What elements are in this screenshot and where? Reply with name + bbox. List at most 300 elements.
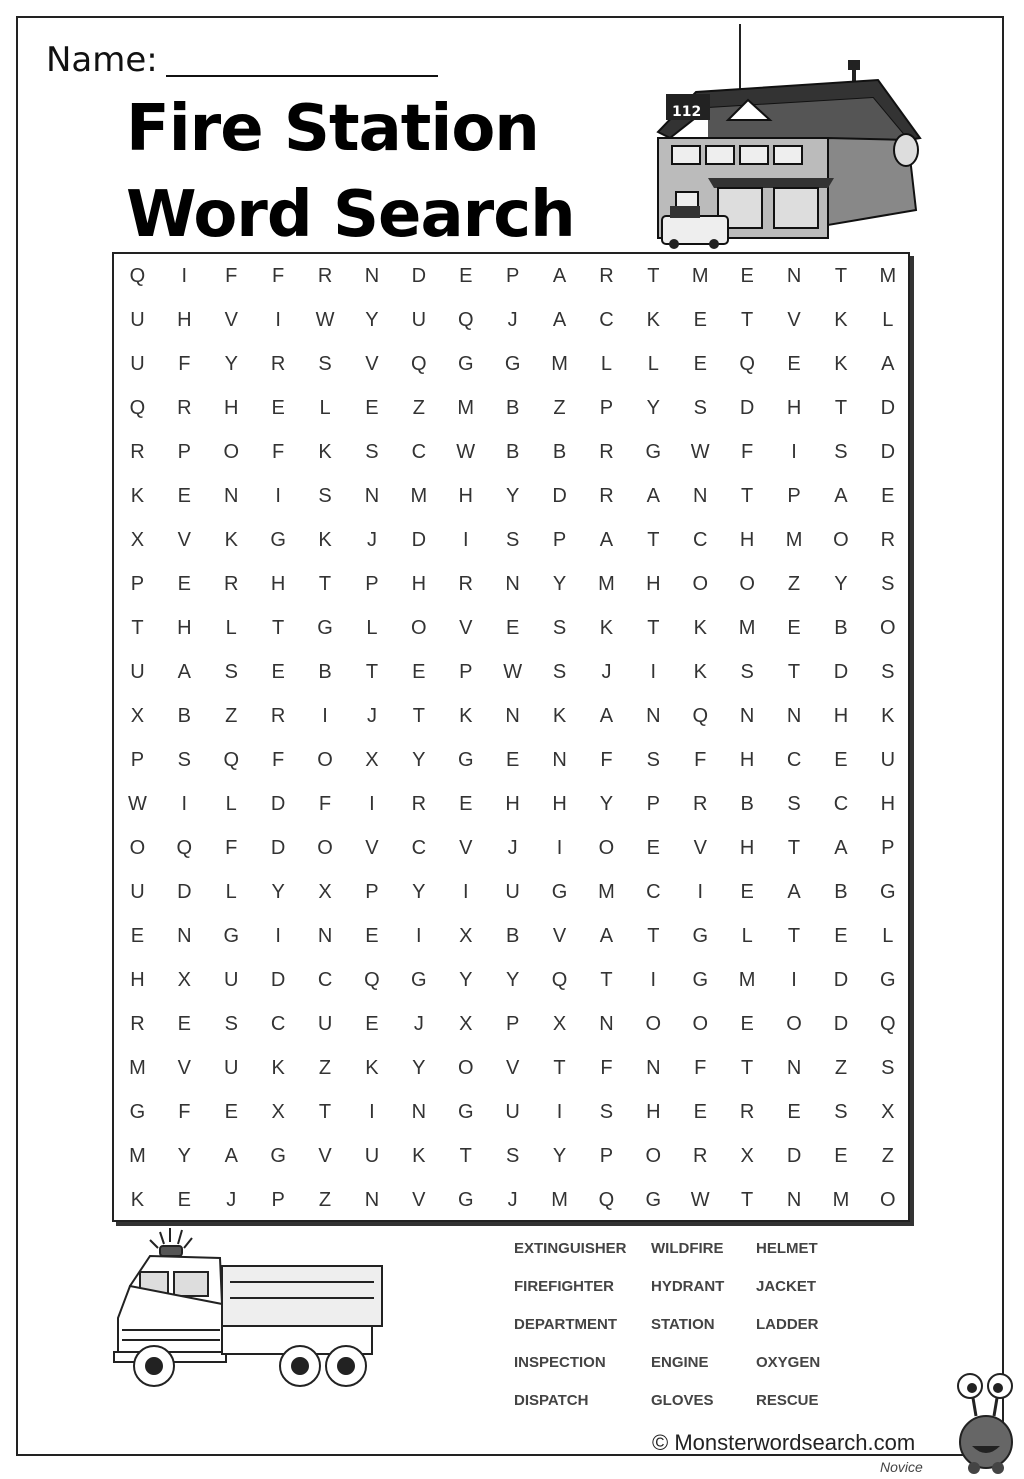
grid-letter[interactable]: L [366,617,378,639]
grid-letter[interactable]: T [787,925,801,947]
grid-letter[interactable]: R [599,485,614,507]
grid-letter[interactable]: M [551,353,568,375]
grid-letter[interactable]: H [270,573,286,595]
grid-letter[interactable]: O [786,1013,802,1035]
grid-letter[interactable]: N [505,705,520,727]
grid-letter[interactable]: I [275,925,281,947]
grid-letter[interactable]: P [365,881,379,903]
grid-letter[interactable]: G [880,881,896,903]
grid-letter[interactable]: V [552,925,567,947]
grid-letter[interactable]: S [881,1057,895,1079]
grid-letter[interactable]: H [130,969,145,991]
grid-letter[interactable]: E [740,265,754,287]
grid-letter[interactable]: P [505,1013,520,1035]
grid-letter[interactable]: N [364,1189,380,1211]
grid-letter[interactable]: S [318,485,332,507]
grid-letter[interactable]: D [270,793,286,815]
grid-letter[interactable]: E [459,793,473,815]
grid-letter[interactable]: T [741,1057,754,1079]
grid-letter[interactable]: F [600,749,613,771]
grid-letter[interactable]: R [224,573,239,595]
grid-letter[interactable]: J [507,309,518,331]
grid-letter[interactable]: A [834,485,848,507]
grid-letter[interactable]: F [741,441,754,463]
grid-letter[interactable]: A [552,309,567,331]
grid-letter[interactable]: P [881,837,895,859]
grid-letter[interactable]: I [556,837,563,859]
grid-letter[interactable]: H [739,837,755,859]
grid-letter[interactable]: C [833,793,849,815]
grid-letter[interactable]: W [315,309,335,331]
grid-letter[interactable]: R [270,705,286,727]
grid-letter[interactable]: I [275,309,281,331]
grid-letter[interactable]: K [646,309,660,331]
grid-letter[interactable]: R [458,573,473,595]
grid-letter[interactable]: Q [692,705,709,727]
grid-letter[interactable]: J [601,661,612,683]
grid-letter[interactable]: B [505,441,520,463]
grid-letter[interactable]: P [787,485,801,507]
grid-letter[interactable]: N [646,705,661,727]
grid-letter[interactable]: O [129,837,146,859]
grid-letter[interactable]: G [457,1101,474,1123]
grid-letter[interactable]: Y [177,1145,191,1167]
grid-letter[interactable]: Y [459,969,473,991]
grid-letter[interactable]: D [880,397,896,419]
grid-letter[interactable]: N [693,485,708,507]
grid-letter[interactable]: H [552,793,567,815]
grid-letter[interactable]: Z [225,705,238,727]
grid-letter[interactable]: D [411,265,427,287]
grid-letter[interactable]: M [457,397,475,419]
grid-letter[interactable]: N [552,749,567,771]
grid-letter[interactable]: U [411,309,427,331]
grid-letter[interactable]: I [650,661,657,683]
grid-letter[interactable]: E [177,1013,191,1035]
grid-letter[interactable]: P [365,573,379,595]
grid-letter[interactable]: F [225,837,238,859]
grid-letter[interactable]: I [697,881,704,903]
grid-letter[interactable]: P [505,265,520,287]
grid-letter[interactable]: M [691,265,709,287]
grid-letter[interactable]: B [740,793,754,815]
grid-letter[interactable]: K [459,705,473,727]
grid-letter[interactable]: H [177,617,192,639]
grid-letter[interactable]: U [130,309,145,331]
grid-letter[interactable]: U [317,1013,333,1035]
grid-letter[interactable]: C [693,529,708,551]
grid-letter[interactable]: D [739,397,755,419]
grid-letter[interactable]: O [645,1145,662,1167]
grid-letter[interactable]: Q [129,265,146,287]
grid-letter[interactable]: T [741,309,754,331]
grid-letter[interactable]: J [507,1189,518,1211]
grid-letter[interactable]: D [786,1145,802,1167]
grid-letter[interactable]: K [224,529,238,551]
grid-letter[interactable]: D [411,529,427,551]
grid-letter[interactable]: K [130,485,145,507]
grid-letter[interactable]: S [646,749,660,771]
grid-letter[interactable]: V [177,529,191,551]
grid-letter[interactable]: B [834,881,848,903]
grid-letter[interactable]: J [226,1189,237,1211]
grid-letter[interactable]: V [365,837,379,859]
grid-letter[interactable]: Z [553,397,566,419]
grid-letter[interactable]: J [366,705,377,727]
grid-letter[interactable]: K [271,1057,285,1079]
grid-letter[interactable]: P [646,793,660,815]
grid-letter[interactable]: F [318,793,332,815]
grid-letter[interactable]: U [880,749,896,771]
grid-letter[interactable]: O [880,1189,896,1211]
grid-letter[interactable]: T [412,705,425,727]
grid-letter[interactable]: E [177,573,191,595]
grid-letter[interactable]: H [833,705,849,727]
grid-letter[interactable]: K [693,617,707,639]
grid-letter[interactable]: Z [881,1145,894,1167]
grid-letter[interactable]: L [225,793,237,815]
grid-letter[interactable]: Z [787,573,801,595]
grid-letter[interactable]: R [177,397,192,419]
grid-letter[interactable]: Y [505,969,520,991]
grid-letter[interactable]: D [833,969,849,991]
grid-letter[interactable]: N [786,265,802,287]
grid-letter[interactable]: D [270,969,286,991]
grid-letter[interactable]: R [270,353,286,375]
grid-letter[interactable]: P [599,397,614,419]
grid-letter[interactable]: A [552,265,567,287]
grid-letter[interactable]: T [272,617,285,639]
grid-letter[interactable]: E [412,661,426,683]
grid-letter[interactable]: E [224,1101,238,1123]
grid-letter[interactable]: A [881,353,895,375]
grid-letter[interactable]: T [834,397,848,419]
grid-letter[interactable]: K [412,1145,426,1167]
grid-letter[interactable]: S [505,1145,520,1167]
grid-letter[interactable]: N [224,485,239,507]
grid-letter[interactable]: E [787,1101,801,1123]
grid-letter[interactable]: Q [176,837,193,859]
grid-letter[interactable]: T [553,1057,566,1079]
grid-letter[interactable]: E [365,1013,379,1035]
grid-letter[interactable]: L [882,925,894,947]
grid-letter[interactable]: W [456,441,476,463]
grid-letter[interactable]: A [599,705,614,727]
grid-letter[interactable]: L [882,309,894,331]
grid-letter[interactable]: X [130,705,145,727]
grid-letter[interactable]: P [552,529,567,551]
grid-letter[interactable]: K [881,705,895,727]
grid-letter[interactable]: I [369,1101,375,1123]
grid-letter[interactable]: S [834,441,848,463]
grid-letter[interactable]: V [459,617,473,639]
grid-letter[interactable]: Y [412,749,426,771]
grid-letter[interactable]: X [459,1013,473,1035]
grid-letter[interactable]: H [224,397,239,419]
grid-letter[interactable]: U [505,1101,520,1123]
grid-letter[interactable]: A [646,485,660,507]
grid-letter[interactable]: O [692,573,709,595]
grid-letter[interactable]: V [177,1057,191,1079]
grid-letter[interactable]: E [693,1101,707,1123]
grid-letter[interactable]: Q [411,353,427,375]
grid-letter[interactable]: G [223,925,240,947]
grid-letter[interactable]: Z [412,397,425,419]
grid-letter[interactable]: J [413,1013,424,1035]
grid-letter[interactable]: K [834,353,848,375]
grid-letter[interactable]: S [552,617,567,639]
grid-letter[interactable]: K [552,705,567,727]
grid-letter[interactable]: O [317,837,333,859]
grid-letter[interactable]: S [599,1101,614,1123]
grid-letter[interactable]: O [739,573,755,595]
grid-letter[interactable]: T [459,1145,472,1167]
grid-letter[interactable]: H [177,309,192,331]
grid-letter[interactable]: M [738,969,756,991]
name-input-line[interactable] [166,75,438,77]
grid-letter[interactable]: U [130,353,145,375]
grid-letter[interactable]: E [787,353,801,375]
grid-letter[interactable]: R [411,793,427,815]
grid-letter[interactable]: X [318,881,332,903]
grid-letter[interactable]: A [787,881,801,903]
grid-letter[interactable]: G [457,1189,474,1211]
grid-letter[interactable]: R [693,793,708,815]
grid-letter[interactable]: D [552,485,567,507]
grid-letter[interactable]: G [457,749,474,771]
grid-letter[interactable]: R [317,265,333,287]
grid-letter[interactable]: Y [834,573,848,595]
grid-letter[interactable]: R [599,441,614,463]
grid-letter[interactable]: M [410,485,428,507]
grid-letter[interactable]: M [551,1189,568,1211]
grid-letter[interactable]: T [834,265,848,287]
grid-letter[interactable]: X [881,1101,895,1123]
grid-letter[interactable]: D [833,661,849,683]
grid-letter[interactable]: E [693,309,707,331]
grid-letter[interactable]: R [130,441,145,463]
grid-letter[interactable]: I [275,485,281,507]
grid-letter[interactable]: T [787,837,801,859]
grid-letter[interactable]: H [646,573,661,595]
grid-letter[interactable]: B [318,661,332,683]
grid-letter[interactable]: G [692,925,709,947]
grid-letter[interactable]: G [457,353,474,375]
grid-letter[interactable]: A [177,661,191,683]
grid-letter[interactable]: Q [880,1013,896,1035]
grid-letter[interactable]: B [505,925,520,947]
grid-letter[interactable]: Q [551,969,568,991]
grid-letter[interactable]: M [598,573,615,595]
grid-letter[interactable]: S [318,353,332,375]
grid-letter[interactable]: B [834,617,848,639]
grid-letter[interactable]: H [739,749,755,771]
grid-letter[interactable]: C [411,837,427,859]
grid-letter[interactable]: L [319,397,331,419]
grid-letter[interactable]: E [505,617,520,639]
grid-letter[interactable]: N [317,925,333,947]
grid-letter[interactable]: X [552,1013,567,1035]
grid-letter[interactable]: Y [552,573,567,595]
grid-letter[interactable]: C [646,881,661,903]
grid-letter[interactable]: Y [646,397,660,419]
grid-letter[interactable]: N [411,1101,427,1123]
grid-letter[interactable]: U [364,1145,380,1167]
grid-letter[interactable]: Z [318,1057,332,1079]
grid-letter[interactable]: U [224,1057,239,1079]
grid-letter[interactable]: O [411,617,427,639]
grid-letter[interactable]: N [364,485,380,507]
grid-letter[interactable]: L [600,353,612,375]
grid-letter[interactable]: E [271,661,285,683]
grid-letter[interactable]: X [130,529,145,551]
grid-letter[interactable]: Q [598,1189,615,1211]
grid-letter[interactable]: N [505,573,520,595]
grid-letter[interactable]: W [503,661,523,683]
grid-letter[interactable]: C [786,749,802,771]
grid-letter[interactable]: U [505,881,520,903]
grid-letter[interactable]: V [365,353,379,375]
grid-letter[interactable]: S [881,661,895,683]
grid-letter[interactable]: H [411,573,427,595]
grid-letter[interactable]: T [318,1101,332,1123]
grid-letter[interactable]: F [600,1057,613,1079]
grid-letter[interactable]: T [647,925,660,947]
word-search-grid[interactable] [112,252,910,1222]
grid-letter[interactable]: E [834,925,848,947]
grid-letter[interactable]: V [318,1145,332,1167]
grid-letter[interactable]: N [364,265,380,287]
grid-letter[interactable]: D [880,441,896,463]
grid-letter[interactable]: E [693,353,707,375]
grid-letter[interactable]: T [741,485,754,507]
grid-letter[interactable]: M [832,1189,850,1211]
grid-letter[interactable]: V [693,837,707,859]
grid-letter[interactable]: T [600,969,613,991]
grid-letter[interactable]: H [505,793,520,815]
grid-letter[interactable]: N [786,1057,802,1079]
grid-letter[interactable]: M [129,1145,146,1167]
grid-letter[interactable]: C [270,1013,286,1035]
grid-letter[interactable]: Y [552,1145,567,1167]
grid-letter[interactable]: K [599,617,614,639]
grid-letter[interactable]: N [599,1013,614,1035]
grid-letter[interactable]: R [880,529,896,551]
grid-letter[interactable]: U [224,969,239,991]
grid-letter[interactable]: E [646,837,660,859]
grid-letter[interactable]: V [412,1189,426,1211]
grid-letter[interactable]: Y [412,881,426,903]
grid-letter[interactable]: H [458,485,473,507]
grid-letter[interactable]: F [178,353,191,375]
grid-letter[interactable]: G [270,529,286,551]
grid-letter[interactable]: D [270,837,286,859]
grid-letter[interactable]: T [647,529,660,551]
grid-letter[interactable]: T [741,1189,754,1211]
grid-letter[interactable]: H [646,1101,661,1123]
grid-letter[interactable]: Q [223,749,240,771]
grid-letter[interactable]: G [692,969,709,991]
grid-letter[interactable]: L [647,353,659,375]
grid-letter[interactable]: G [645,441,662,463]
grid-letter[interactable]: K [365,1057,379,1079]
grid-letter[interactable]: G [645,1189,662,1211]
grid-letter[interactable]: K [693,661,707,683]
grid-letter[interactable]: T [647,617,660,639]
grid-letter[interactable]: G [880,969,896,991]
grid-letter[interactable]: A [224,1145,238,1167]
grid-letter[interactable]: M [879,265,897,287]
grid-letter[interactable]: E [130,925,145,947]
grid-letter[interactable]: E [834,1145,848,1167]
grid-letter[interactable]: U [130,661,145,683]
grid-letter[interactable]: F [225,265,238,287]
grid-letter[interactable]: E [740,881,754,903]
grid-letter[interactable]: I [181,793,188,815]
grid-letter[interactable]: X [271,1101,285,1123]
grid-letter[interactable]: U [130,881,145,903]
grid-letter[interactable]: O [692,1013,709,1035]
grid-letter[interactable]: L [741,925,753,947]
grid-letter[interactable]: D [833,1013,849,1035]
grid-letter[interactable]: X [177,969,191,991]
grid-letter[interactable]: Y [271,881,285,903]
grid-letter[interactable]: G [317,617,333,639]
grid-letter[interactable]: G [411,969,427,991]
grid-letter[interactable]: I [416,925,422,947]
grid-letter[interactable]: F [694,749,707,771]
grid-letter[interactable]: N [786,705,802,727]
grid-letter[interactable]: V [459,837,473,859]
grid-letter[interactable]: Z [318,1189,332,1211]
grid-letter[interactable]: X [740,1145,754,1167]
grid-letter[interactable]: E [459,265,473,287]
grid-letter[interactable]: I [181,265,188,287]
grid-letter[interactable]: O [880,617,896,639]
grid-letter[interactable]: C [599,309,614,331]
grid-letter[interactable]: Y [365,309,379,331]
grid-letter[interactable]: E [834,749,848,771]
grid-letter[interactable]: T [365,661,379,683]
grid-letter[interactable]: S [552,661,567,683]
grid-letter[interactable]: E [365,925,379,947]
grid-letter[interactable]: R [693,1145,708,1167]
grid-letter[interactable]: N [739,705,755,727]
grid-letter[interactable]: O [457,1057,474,1079]
grid-letter[interactable]: V [787,309,801,331]
grid-letter[interactable]: N [177,925,192,947]
grid-letter[interactable]: S [693,397,707,419]
grid-letter[interactable]: E [787,617,801,639]
grid-letter[interactable]: E [740,1013,754,1035]
grid-letter[interactable]: Y [599,793,614,815]
grid-letter[interactable]: C [411,441,427,463]
grid-letter[interactable]: W [690,441,710,463]
grid-letter[interactable]: P [130,573,145,595]
grid-letter[interactable]: H [739,529,755,551]
grid-letter[interactable]: X [459,925,473,947]
grid-letter[interactable]: Q [457,309,474,331]
grid-letter[interactable]: F [272,749,285,771]
grid-letter[interactable]: P [459,661,473,683]
grid-letter[interactable]: Q [364,969,380,991]
grid-letter[interactable]: S [740,661,754,683]
grid-letter[interactable]: S [505,529,520,551]
grid-letter[interactable]: M [129,1057,146,1079]
grid-letter[interactable]: M [598,881,615,903]
grid-letter[interactable]: P [130,749,145,771]
grid-letter[interactable]: F [694,1057,707,1079]
